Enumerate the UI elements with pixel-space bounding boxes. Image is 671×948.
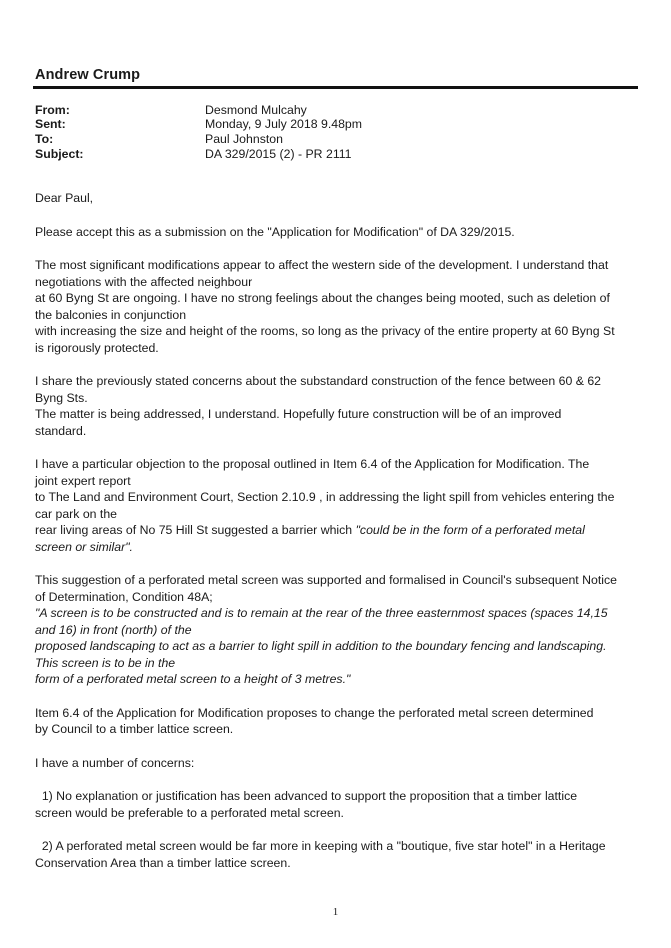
paragraph-5 (35, 572, 635, 688)
subject-label: Subject: (35, 147, 84, 161)
paragraph-line: by Council to a timber lattice screen. (35, 722, 234, 736)
header-rule (33, 86, 638, 89)
concern-1 (35, 788, 635, 821)
paragraph-1: Please accept this as a submission on the "Application for Modification" of DA 329/2015. (35, 224, 515, 239)
paragraph-line: car park on the (35, 506, 118, 521)
to-label: To: (35, 132, 54, 146)
paragraph-line: negotiations with the affected neighbour (35, 274, 253, 289)
paragraph-7: I have a number of concerns: (35, 755, 195, 770)
from-value: Desmond Mulcahy (205, 103, 307, 117)
paragraph-line: is rigorously protected. (35, 340, 159, 355)
paragraph-line: The most significant modifications appear to affect the western side of the development. I understand that (35, 258, 609, 272)
paragraph-line: joint expert report (35, 473, 131, 488)
paragraph-line: at 60 Byng St are ongoing. I have no strong feelings about the changes being mooted, such as deletion of (35, 291, 610, 305)
paragraph-line: screen would be preferable to a perforated metal screen. (35, 805, 344, 820)
to-value: Paul Johnston (205, 132, 283, 146)
paragraph-6 (35, 705, 635, 738)
paragraph-line: the balconies in conjunction (35, 307, 187, 322)
sender-name: Andrew Crump (35, 67, 141, 83)
paragraph-line: Conservation Area than a timber lattice screen. (35, 855, 291, 870)
quoted-line: screen or similar". (35, 539, 133, 554)
paragraph-3 (35, 373, 635, 439)
paragraph-line (35, 522, 635, 539)
paragraph-line: Item 6.4 of the Application for Modification proposes to change the perforated metal screen determined (35, 705, 594, 720)
paragraph-line: This suggestion of a perforated metal screen was supported and formalised in Council's subsequent Notice (35, 573, 617, 587)
email-body (35, 190, 635, 888)
subject-value: DA 329/2015 (2) - PR 2111 (205, 147, 352, 161)
paragraph-line: I have a particular objection to the proposal outlined in Item 6.4 of the Application for Modification. The (35, 457, 590, 471)
paragraph-2 (35, 257, 635, 356)
paragraph-line: of Determination, Condition 48A; (35, 589, 213, 604)
paragraph-line: to The Land and Environment Court, Section 2.10.9 , in addressing the light spill from vehicles entering the (35, 490, 615, 504)
concern-2 (35, 838, 635, 871)
from-label: From: (35, 103, 70, 117)
quoted-line: and 16) in front (north) of the (35, 622, 192, 637)
sent-label: Sent: (35, 117, 66, 131)
quoted-line: "A screen is to be constructed and is to remain at the rear of the three easternmost spaces (spaces 14,15 (35, 606, 608, 620)
paragraph-line: Byng Sts. (35, 390, 88, 405)
paragraph-line: 2) A perforated metal screen would be far more in keeping with a "boutique, five star hotel" in a Heritage (35, 839, 606, 853)
paragraph-line: with increasing the size and height of the rooms, so long as the privacy of the entire property at 60 Byng St (35, 324, 615, 338)
quoted-line: form of a perforated metal screen to a height of 3 metres." (35, 672, 351, 686)
page-number: 1 (332, 906, 339, 918)
paragraph-line: The matter is being addressed, I understand. Hopefully future construction will be of an improved (35, 407, 562, 421)
sent-value: Monday, 9 July 2018 9.48pm (205, 117, 362, 131)
paragraph-line: standard. (35, 423, 87, 438)
greeting: Dear Paul, (35, 191, 94, 205)
quoted-text: "could be in the form of a perforated metal (355, 523, 585, 537)
quoted-line: This screen is to be in the (35, 655, 176, 670)
paragraph-line: 1) No explanation or justification has been advanced to support the proposition that a timber lattice (35, 789, 578, 803)
plain-text: rear living areas of No 75 Hill St suggested a barrier which (35, 523, 356, 537)
quoted-line: proposed landscaping to act as a barrier to light spill in addition to the boundary fencing and landscaping. (35, 639, 607, 653)
paragraph-4 (35, 456, 635, 555)
paragraph-line: I share the previously stated concerns about the substandard construction of the fence between 60 & 62 (35, 374, 602, 388)
